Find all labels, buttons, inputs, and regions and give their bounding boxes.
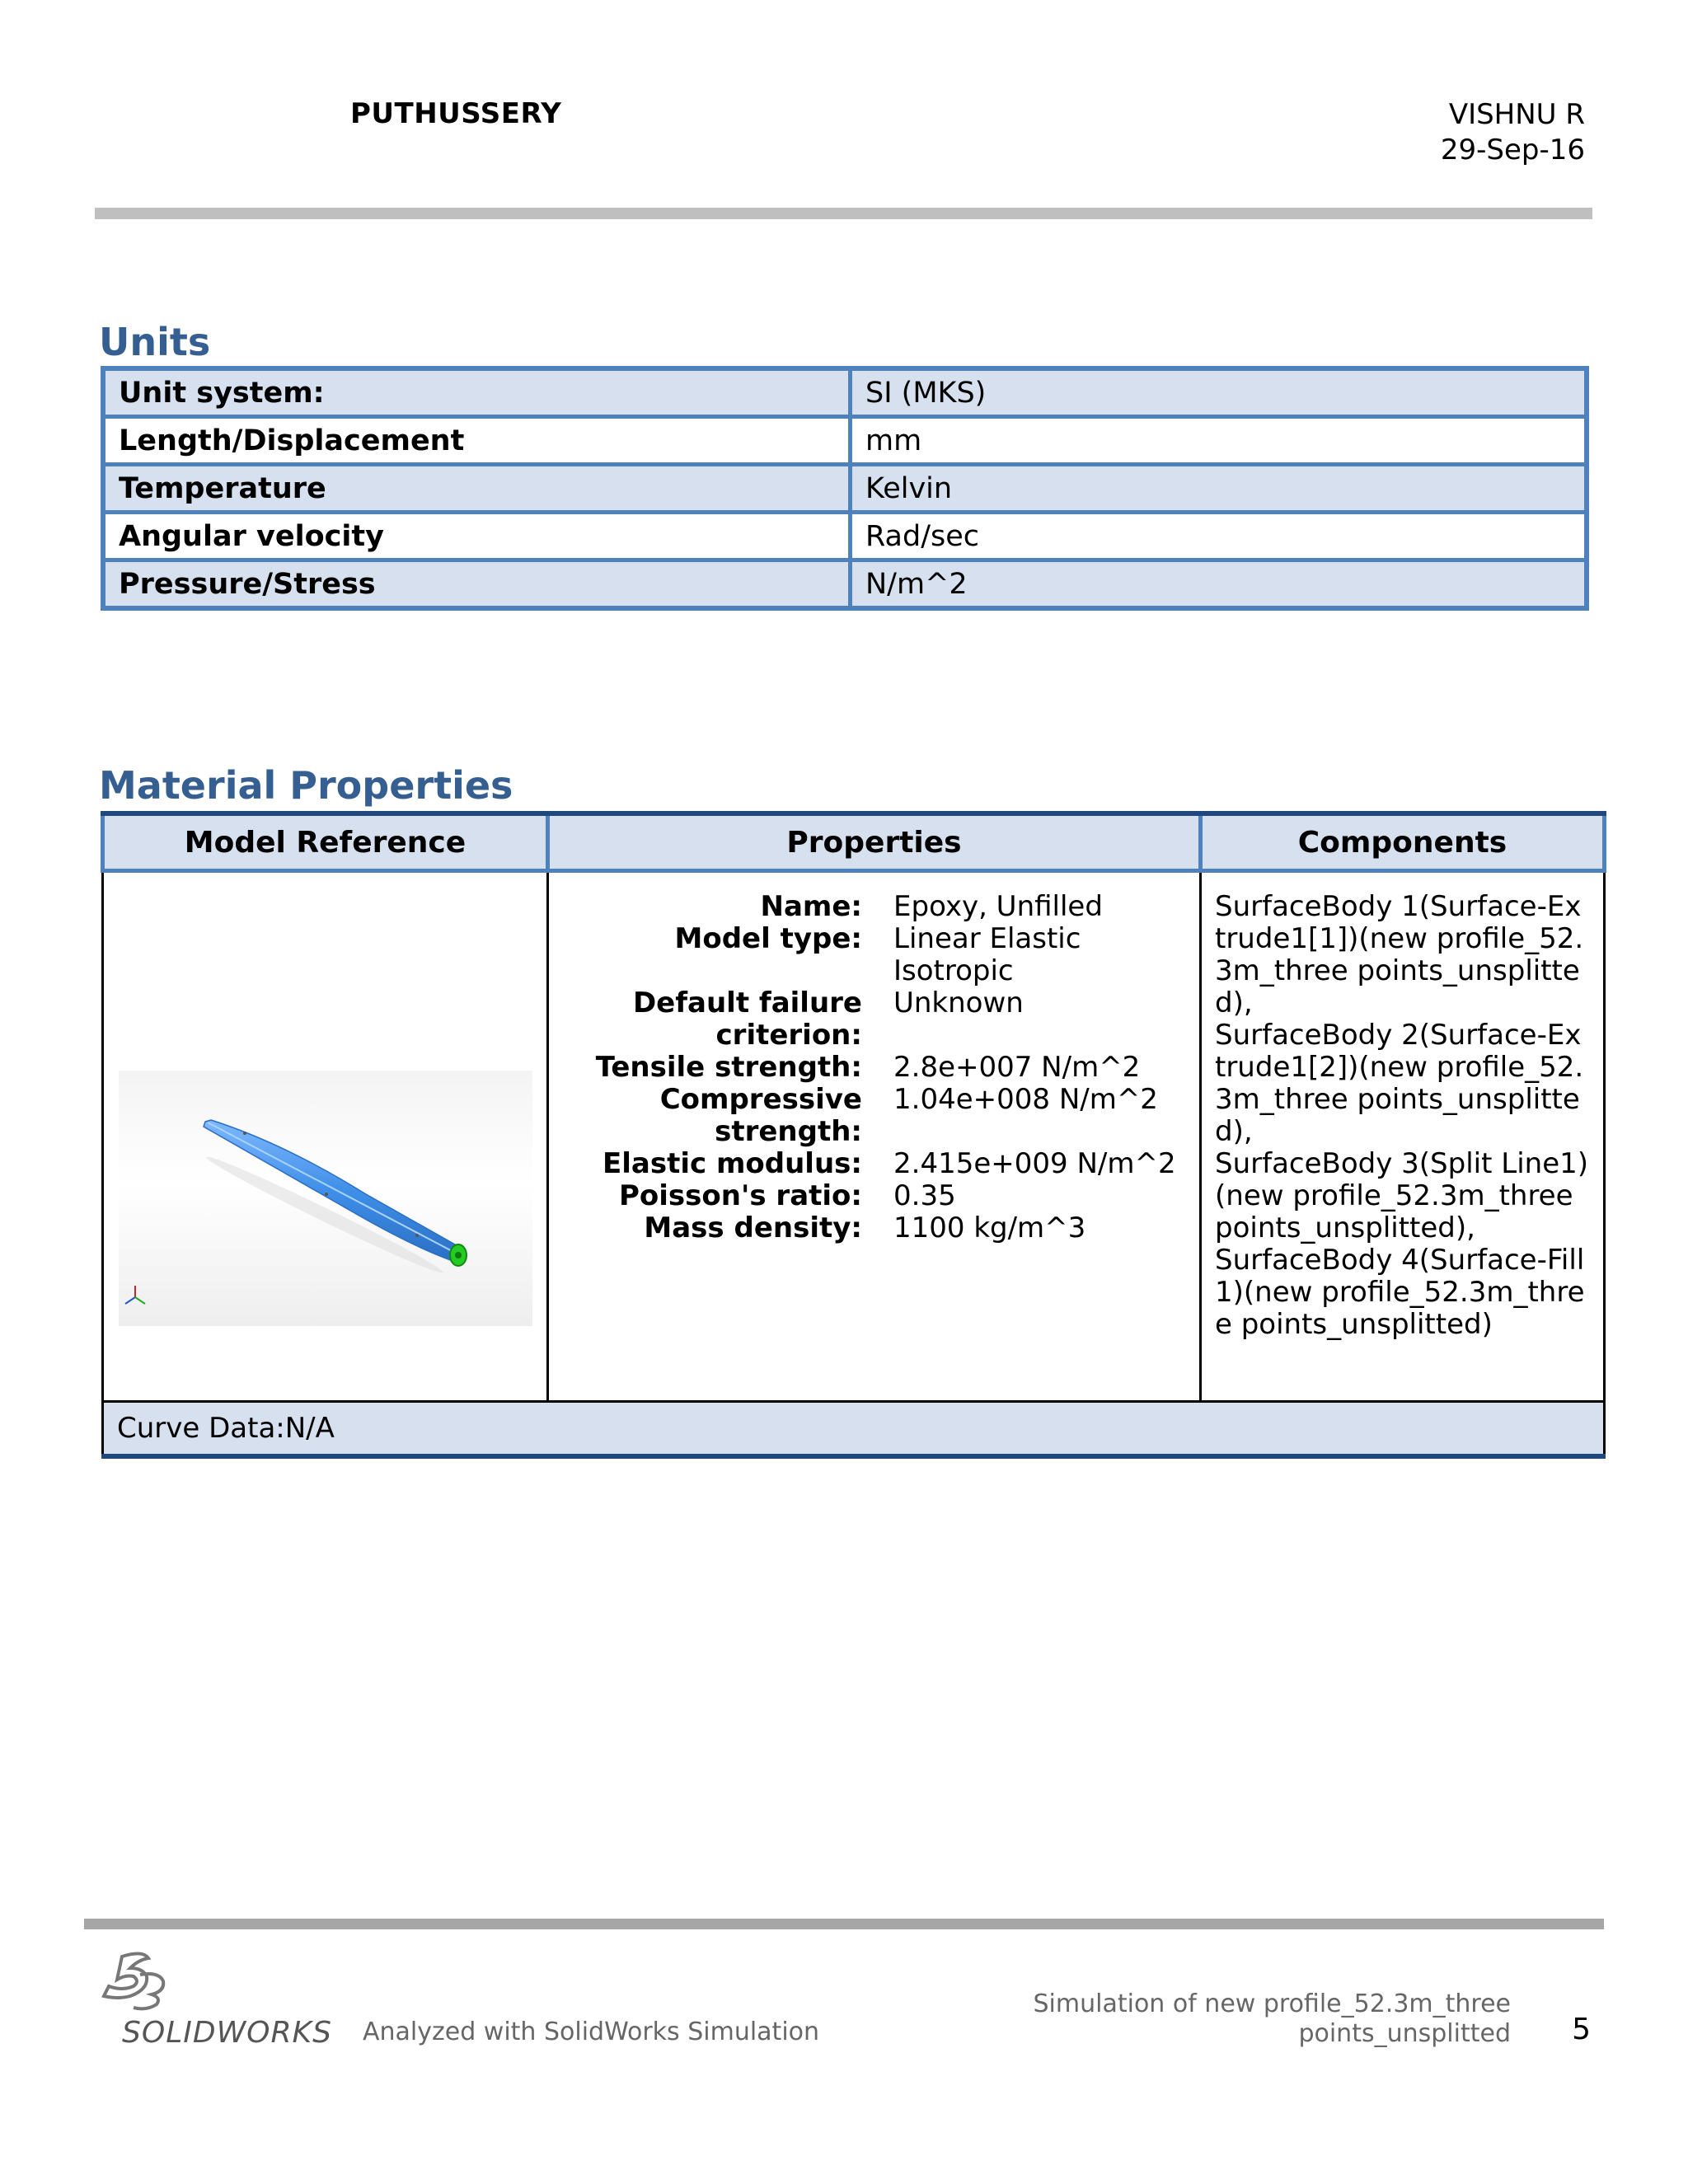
column-header-properties: Properties: [548, 813, 1201, 871]
report-date: 29-Sep-16: [1440, 134, 1585, 166]
property-value: 2.8e+007 N/m^2: [893, 1051, 1141, 1084]
header-left-text: PUTHUSSERY: [350, 97, 562, 130]
properties-list: [549, 873, 1199, 1244]
column-header-model-reference: Model Reference: [103, 813, 548, 871]
property-value: Epoxy, Unfilled: [893, 890, 1103, 923]
table-row: [103, 465, 1587, 513]
table-row: [103, 368, 1587, 417]
table-header-row: [103, 813, 1605, 871]
table-row: [103, 560, 1587, 609]
property-value: Unknown: [893, 987, 1024, 1019]
unit-key: Pressure/Stress: [103, 560, 851, 609]
model-reference-cell: [103, 871, 548, 1402]
unit-value: mm: [851, 417, 1587, 465]
curve-data: Curve Data:N/A: [103, 1402, 1605, 1457]
unit-key: Length/Displacement: [103, 417, 851, 465]
model-preview-image: [119, 1071, 532, 1326]
property-value: 2.415e+009 N/m^2: [893, 1147, 1176, 1180]
author-name: VISHNU R: [1448, 98, 1585, 131]
unit-key: Unit system:: [103, 368, 851, 417]
solidworks-wordmark: SOLIDWORKS: [122, 2016, 332, 2050]
table-row: [103, 513, 1587, 560]
ds-logo-icon: [97, 1950, 171, 2016]
component-entry: SurfaceBody 4(Surface-Fill1)(new profile_52.3m_three points_unsplitted): [1215, 1244, 1585, 1341]
property-value: 1100 kg/m^3: [893, 1212, 1086, 1244]
properties-cell: [548, 871, 1201, 1402]
property-value: Linear Elastic Isotropic: [893, 922, 1081, 987]
units-title: Units: [99, 320, 211, 364]
unit-key: Angular velocity: [103, 513, 851, 560]
table-row: [103, 417, 1587, 465]
simulation-title-line2: points_unsplitted: [1298, 2019, 1511, 2048]
property-label: Name:: [760, 890, 862, 923]
property-value: 1.04e+008 N/m^2: [893, 1083, 1158, 1116]
footer-divider: [84, 1919, 1604, 1929]
solidworks-logo: [97, 1950, 332, 2057]
property-value: 0.35: [893, 1179, 956, 1212]
property-label: Model type:: [674, 922, 862, 955]
unit-value: Kelvin: [851, 465, 1587, 513]
header-author-date: [1441, 97, 1585, 168]
unit-key: Temperature: [103, 465, 851, 513]
property-label: Tensile strength:: [595, 1051, 862, 1084]
component-entry: SurfaceBody 2(Surface-Extrude1[2])(new profile_52.3m_three points_unsplitted),: [1215, 1019, 1584, 1148]
property-label: Mass density:: [644, 1212, 862, 1244]
unit-value: N/m^2: [851, 560, 1587, 609]
property-label: Elastic modulus:: [603, 1147, 862, 1180]
units-table: [101, 366, 1589, 611]
property-label: Default failure criterion:: [632, 987, 862, 1052]
material-properties-title: Material Properties: [99, 763, 513, 808]
unit-value: Rad/sec: [851, 513, 1587, 560]
simulation-title: [1016, 1990, 1511, 2049]
component-entry: SurfaceBody 1(Surface-Extrude1[1])(new profile_52.3m_three points_unsplitted),: [1215, 890, 1584, 1019]
header-divider: [95, 208, 1592, 219]
page-number: 5: [1572, 2013, 1591, 2046]
curve-data-row: [103, 1402, 1605, 1457]
column-header-components: Components: [1201, 813, 1605, 871]
property-label: Poisson's ratio:: [618, 1179, 862, 1212]
property-label: Compressive strength:: [659, 1083, 862, 1148]
unit-value: SI (MKS): [851, 368, 1587, 417]
simulation-title-line1: Simulation of new profile_52.3m_three: [1033, 1990, 1511, 2018]
material-properties-table: [101, 811, 1606, 1459]
table-row: [103, 871, 1605, 1402]
component-entry: SurfaceBody 3(Split Line1)(new profile_52.3m_three points_unsplitted),: [1215, 1147, 1589, 1244]
analyzed-with-text: Analyzed with SolidWorks Simulation: [363, 2018, 820, 2046]
components-cell: [1201, 871, 1605, 1402]
